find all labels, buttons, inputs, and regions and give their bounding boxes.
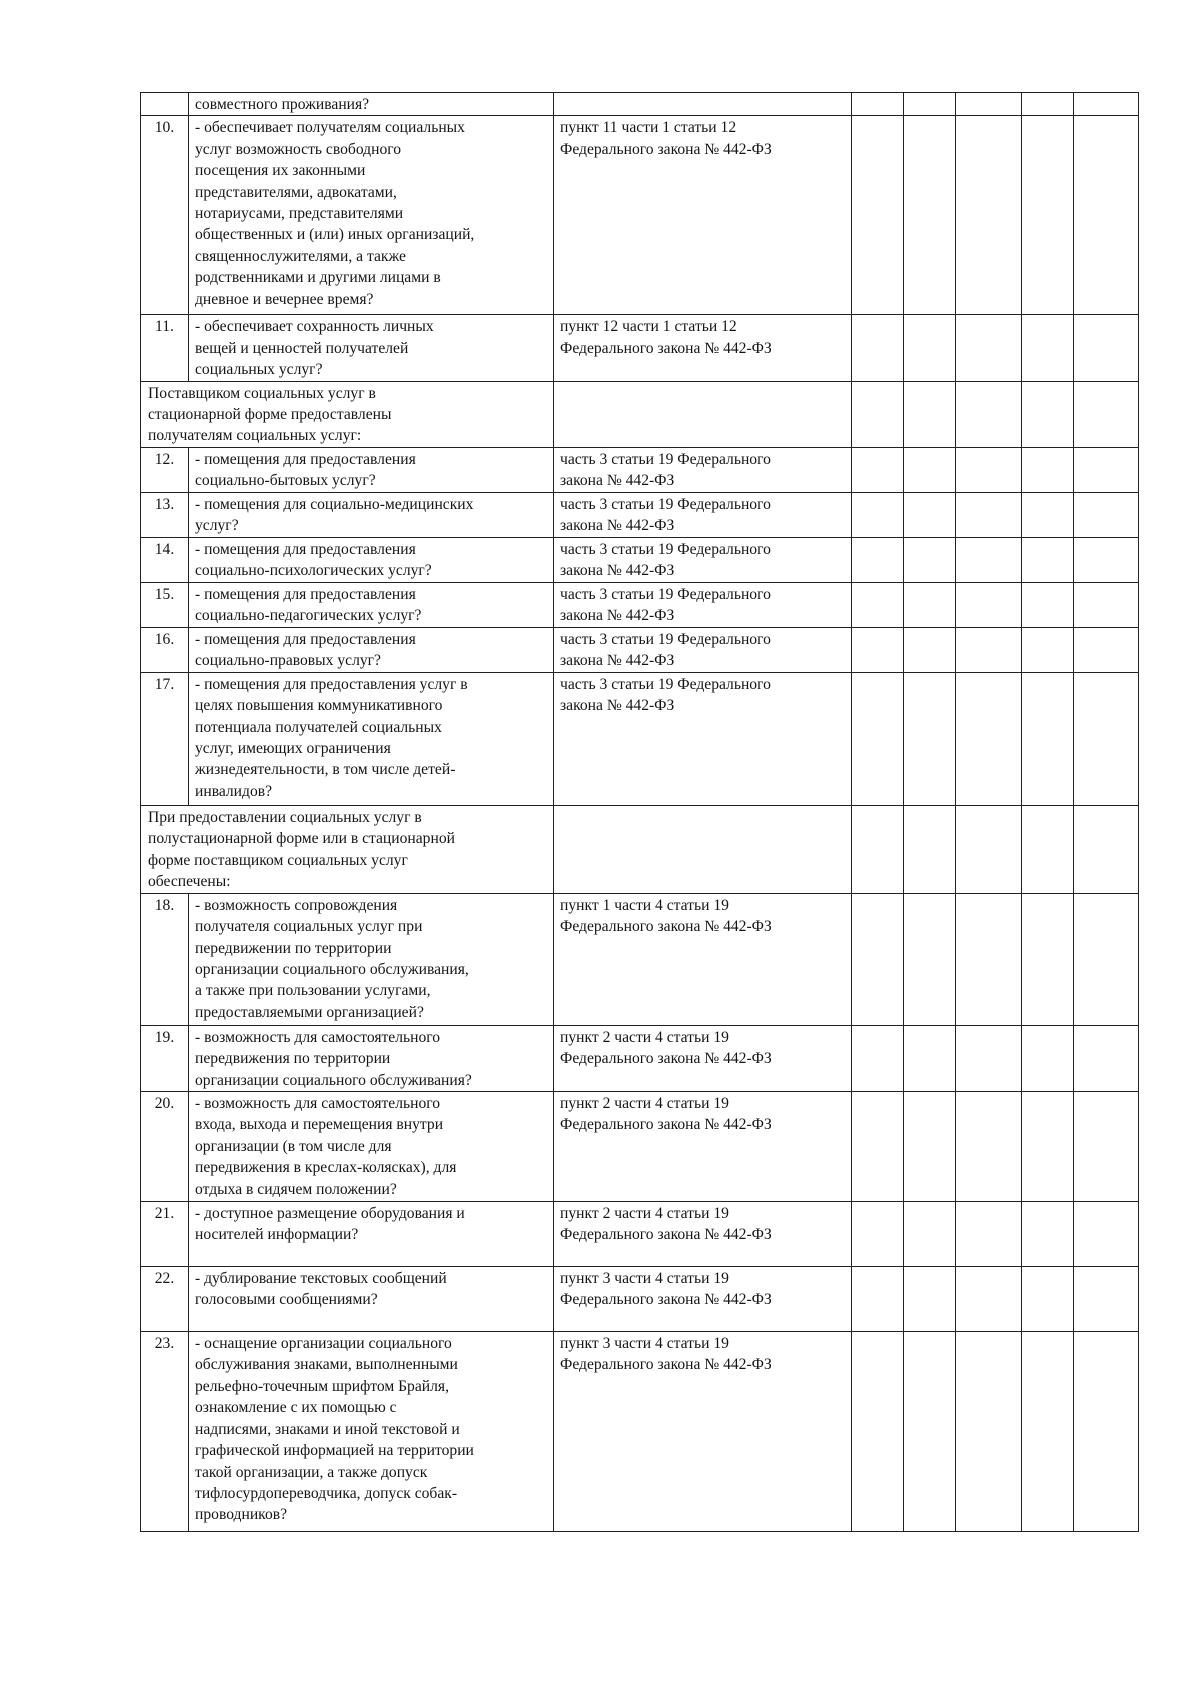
answer-cell <box>904 672 956 805</box>
item-number: 19. <box>141 1025 189 1091</box>
answer-cell <box>1074 315 1139 381</box>
section-header-row <box>141 381 1139 447</box>
answer-cell <box>1022 315 1074 381</box>
answer-cell <box>852 492 904 537</box>
item-number: 23. <box>141 1332 189 1532</box>
item-number: 16. <box>141 627 189 672</box>
answer-cell <box>852 447 904 492</box>
answer-cell <box>1074 537 1139 582</box>
answer-cell <box>956 1025 1022 1091</box>
answer-cell <box>1022 893 1074 1025</box>
answer-cell <box>904 492 956 537</box>
answer-cell <box>904 582 956 627</box>
item-legal-basis: пункт 11 части 1 статьи 12 Федерального закона № 442-ФЗ <box>554 116 852 315</box>
item-question: - доступное размещение оборудования и носителей информации? <box>189 1202 554 1267</box>
item-number: 18. <box>141 893 189 1025</box>
item-number <box>141 93 189 116</box>
answer-cell <box>1022 381 1074 447</box>
answer-cell <box>1074 381 1139 447</box>
answer-cell <box>956 805 1022 893</box>
table-row <box>141 116 1139 315</box>
item-legal-basis: пункт 3 части 4 статьи 19 Федерального закона № 442-ФЗ <box>554 1267 852 1332</box>
answer-cell <box>1022 1332 1074 1532</box>
section-heading: При предоставлении социальных услуг в полустационарной форме или в стационарной форме поставщиком социальных услуг обеспечены: <box>141 805 554 893</box>
answer-cell <box>904 1267 956 1332</box>
answer-cell <box>1022 627 1074 672</box>
answer-cell <box>956 672 1022 805</box>
table-row <box>141 447 1139 492</box>
table-row <box>141 1202 1139 1267</box>
item-number: 11. <box>141 315 189 381</box>
item-legal-basis: часть 3 статьи 19 Федерального закона № 442-ФЗ <box>554 672 852 805</box>
item-question: - обеспечивает получателям социальных услуг возможность свободного посещения их законными представителями, адвокатами, нотариусами, представителями общественных и (или) иных организаций, священнослужителями, а также родственниками и другими лицами в дневное и вечернее время? <box>189 116 554 315</box>
answer-cell <box>852 1332 904 1532</box>
answer-cell <box>904 627 956 672</box>
answer-cell <box>1022 672 1074 805</box>
answer-cell <box>1074 93 1139 116</box>
table-row <box>141 627 1139 672</box>
answer-cell <box>1022 537 1074 582</box>
answer-cell <box>904 1202 956 1267</box>
answer-cell <box>1074 805 1139 893</box>
answer-cell <box>1074 627 1139 672</box>
answer-cell <box>956 537 1022 582</box>
answer-cell <box>852 93 904 116</box>
answer-cell <box>1074 116 1139 315</box>
answer-cell <box>852 1202 904 1267</box>
answer-cell <box>1074 447 1139 492</box>
item-number: 22. <box>141 1267 189 1332</box>
answer-cell <box>852 627 904 672</box>
answer-cell <box>852 116 904 315</box>
answer-cell <box>852 537 904 582</box>
answer-cell <box>904 893 956 1025</box>
answer-cell <box>904 93 956 116</box>
answer-cell <box>852 672 904 805</box>
answer-cell <box>1022 1025 1074 1091</box>
answer-cell <box>956 582 1022 627</box>
answer-cell <box>852 381 904 447</box>
item-number: 17. <box>141 672 189 805</box>
item-legal-basis: часть 3 статьи 19 Федерального закона № 442-ФЗ <box>554 627 852 672</box>
item-question: - помещения для социально-медицинских услуг? <box>189 492 554 537</box>
answer-cell <box>956 1267 1022 1332</box>
item-number: 13. <box>141 492 189 537</box>
answer-cell <box>904 805 956 893</box>
answer-cell <box>904 116 956 315</box>
item-question: - возможность для самостоятельного входа, выхода и перемещения внутри организации (в том числе для передвижения в креслах-колясках), для отдыха в сидячем положении? <box>189 1092 554 1202</box>
answer-cell <box>1022 93 1074 116</box>
answer-cell <box>852 315 904 381</box>
table-row <box>141 672 1139 805</box>
item-legal-basis <box>554 381 852 447</box>
item-legal-basis <box>554 93 852 116</box>
item-number: 10. <box>141 116 189 315</box>
item-number: 15. <box>141 582 189 627</box>
answer-cell <box>1074 1202 1139 1267</box>
item-question: - помещения для предоставления социально-педагогических услуг? <box>189 582 554 627</box>
item-legal-basis: пункт 1 части 4 статьи 19 Федерального закона № 442-ФЗ <box>554 893 852 1025</box>
answer-cell <box>852 1267 904 1332</box>
answer-cell <box>956 1092 1022 1202</box>
item-legal-basis: пункт 12 части 1 статьи 12 Федерального закона № 442-ФЗ <box>554 315 852 381</box>
item-legal-basis: часть 3 статьи 19 Федерального закона № 442-ФЗ <box>554 537 852 582</box>
answer-cell <box>852 1092 904 1202</box>
answer-cell <box>852 1025 904 1091</box>
answer-cell <box>1074 492 1139 537</box>
item-question: - оснащение организации социального обслуживания знаками, выполненными рельефно-точечным шрифтом Брайля, ознакомление с их помощью с надписями, знаками и иной текстовой и графической информацией на территории такой организации, а также допуск тифлосурдопереводчика, допуск собак- проводников? <box>189 1332 554 1532</box>
answer-cell <box>1074 582 1139 627</box>
answer-cell <box>956 1332 1022 1532</box>
answer-cell <box>1022 116 1074 315</box>
answer-cell <box>1074 1092 1139 1202</box>
section-header-row <box>141 805 1139 893</box>
table-row <box>141 1025 1139 1091</box>
answer-cell <box>852 893 904 1025</box>
item-legal-basis: пункт 2 части 4 статьи 19 Федерального закона № 442-ФЗ <box>554 1092 852 1202</box>
checklist-table <box>140 92 1139 1532</box>
item-legal-basis: часть 3 статьи 19 Федерального закона № 442-ФЗ <box>554 492 852 537</box>
answer-cell <box>1022 1267 1074 1332</box>
answer-cell <box>1022 447 1074 492</box>
answer-cell <box>1074 672 1139 805</box>
item-question: - обеспечивает сохранность личных вещей и ценностей получателей социальных услуг? <box>189 315 554 381</box>
table-row <box>141 1267 1139 1332</box>
table-row <box>141 537 1139 582</box>
answer-cell <box>956 381 1022 447</box>
item-number: 21. <box>141 1202 189 1267</box>
item-number: 20. <box>141 1092 189 1202</box>
item-number: 14. <box>141 537 189 582</box>
item-question: - помещения для предоставления социально-психологических услуг? <box>189 537 554 582</box>
answer-cell <box>904 1025 956 1091</box>
answer-cell <box>904 1092 956 1202</box>
answer-cell <box>904 537 956 582</box>
answer-cell <box>956 116 1022 315</box>
answer-cell <box>904 315 956 381</box>
item-legal-basis: пункт 3 части 4 статьи 19 Федерального закона № 442-ФЗ <box>554 1332 852 1532</box>
table-row <box>141 893 1139 1025</box>
item-question: совместного проживания? <box>189 93 554 116</box>
item-question: - дублирование текстовых сообщений голосовыми сообщениями? <box>189 1267 554 1332</box>
item-question: - возможность для самостоятельного передвижения по территории организации социального обслуживания? <box>189 1025 554 1091</box>
table-row <box>141 93 1139 116</box>
item-question: - помещения для предоставления услуг в целях повышения коммуникативного потенциала получателей социальных услуг, имеющих ограничения жизнедеятельности, в том числе детей- инвалидов? <box>189 672 554 805</box>
answer-cell <box>956 447 1022 492</box>
item-legal-basis: часть 3 статьи 19 Федерального закона № 442-ФЗ <box>554 447 852 492</box>
table-row <box>141 1332 1139 1532</box>
answer-cell <box>1022 1202 1074 1267</box>
answer-cell <box>956 893 1022 1025</box>
table-row <box>141 315 1139 381</box>
item-number: 12. <box>141 447 189 492</box>
answer-cell <box>904 447 956 492</box>
section-heading: Поставщиком социальных услуг в стационарной форме предоставлены получателям социальных услуг: <box>141 381 554 447</box>
item-legal-basis: пункт 2 части 4 статьи 19 Федерального закона № 442-ФЗ <box>554 1202 852 1267</box>
answer-cell <box>956 1202 1022 1267</box>
item-legal-basis: часть 3 статьи 19 Федерального закона № 442-ФЗ <box>554 582 852 627</box>
answer-cell <box>956 627 1022 672</box>
answer-cell <box>956 93 1022 116</box>
item-legal-basis: пункт 2 части 4 статьи 19 Федерального закона № 442-ФЗ <box>554 1025 852 1091</box>
answer-cell <box>904 1332 956 1532</box>
answer-cell <box>904 381 956 447</box>
answer-cell <box>1022 805 1074 893</box>
answer-cell <box>1074 893 1139 1025</box>
answer-cell <box>956 315 1022 381</box>
table-row <box>141 1092 1139 1202</box>
answer-cell <box>852 582 904 627</box>
answer-cell <box>1022 1092 1074 1202</box>
answer-cell <box>1022 582 1074 627</box>
item-question: - возможность сопровождения получателя социальных услуг при передвижении по территории организации социального обслуживания, а также при пользовании услугами, предоставляемыми организацией? <box>189 893 554 1025</box>
item-question: - помещения для предоставления социально-бытовых услуг? <box>189 447 554 492</box>
answer-cell <box>1022 492 1074 537</box>
answer-cell <box>1074 1332 1139 1532</box>
table-row <box>141 582 1139 627</box>
answer-cell <box>956 492 1022 537</box>
answer-cell <box>1074 1267 1139 1332</box>
table-row <box>141 492 1139 537</box>
item-legal-basis <box>554 805 852 893</box>
item-question: - помещения для предоставления социально-правовых услуг? <box>189 627 554 672</box>
answer-cell <box>852 805 904 893</box>
answer-cell <box>1074 1025 1139 1091</box>
